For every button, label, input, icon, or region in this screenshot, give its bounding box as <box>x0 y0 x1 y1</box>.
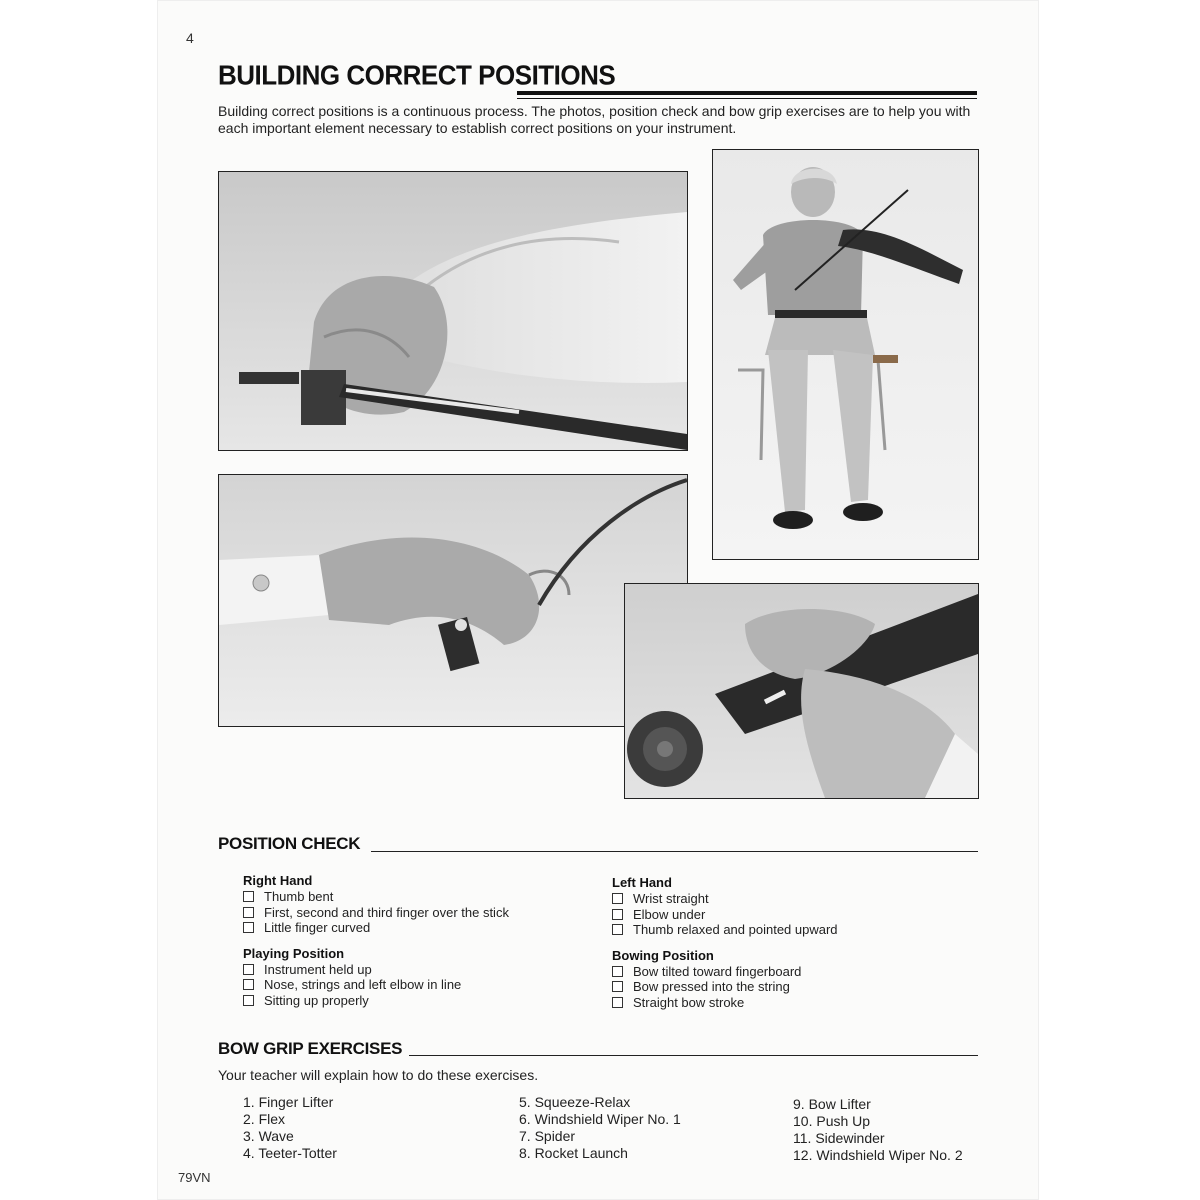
group-title: Left Hand <box>612 875 672 890</box>
exercise-item: 9. Bow Lifter <box>793 1096 871 1112</box>
page-number: 4 <box>186 30 194 46</box>
exercise-item: 11. Sidewinder <box>793 1130 885 1146</box>
exercise-item: 12. Windshield Wiper No. 2 <box>793 1147 963 1163</box>
exercise-column-3 <box>793 1096 963 1164</box>
group-title: Bowing Position <box>612 947 714 963</box>
check-group-right-hand <box>243 873 509 936</box>
position-check-rule <box>371 851 978 852</box>
check-group-bowing-position <box>612 948 838 1011</box>
checkbox[interactable] <box>243 922 254 933</box>
photo-bow-hold-side <box>218 474 688 727</box>
group-title: Right Hand <box>243 873 313 888</box>
checklist-item[interactable]: Instrument held up <box>243 962 509 978</box>
checkbox[interactable] <box>243 964 254 975</box>
checklist-item[interactable]: Straight bow stroke <box>612 995 838 1011</box>
checklist-item[interactable]: Little finger curved <box>243 920 509 936</box>
checklist-item[interactable]: Bow pressed into the string <box>612 979 838 995</box>
check-group-playing-position <box>243 946 509 1009</box>
checkbox[interactable] <box>612 924 623 935</box>
position-check-left-column <box>243 873 509 1018</box>
checkbox[interactable] <box>612 997 623 1008</box>
position-check-right-column <box>612 875 838 1020</box>
exercise-item: 2. Flex <box>243 1111 286 1127</box>
group-title: Playing Position <box>243 945 345 961</box>
intro-paragraph: Building correct positions is a continuous process. The photos, position check and bow grip exercises are to help you with each important element necessary to establish correct positions on your instrument. <box>218 103 971 136</box>
bow-grip-rule <box>409 1055 978 1056</box>
page <box>157 0 1039 1200</box>
checkbox[interactable] <box>612 909 623 920</box>
checkbox[interactable] <box>243 979 254 990</box>
title-rule-thin <box>517 98 977 99</box>
bow-grip-heading: BOW GRIP EXERCISES <box>218 1039 403 1058</box>
checkbox[interactable] <box>243 907 254 918</box>
checklist-item[interactable]: Nose, strings and left elbow in line <box>243 977 509 993</box>
exercise-item: 1. Finger Lifter <box>243 1094 334 1110</box>
checklist-item[interactable]: Thumb relaxed and pointed upward <box>612 922 838 938</box>
checklist-item[interactable]: First, second and third finger over the stick <box>243 905 509 921</box>
check-group-left-hand <box>612 875 838 938</box>
page-title: BUILDING CORRECT POSITIONS <box>218 59 616 91</box>
checklist-item[interactable]: Wrist straight <box>612 891 838 907</box>
photo-bow-hold-closeup <box>218 171 688 451</box>
checklist-item[interactable]: Thumb bent <box>243 889 509 905</box>
exercise-item: 8. Rocket Launch <box>519 1145 628 1161</box>
exercise-item: 5. Squeeze-Relax <box>519 1094 631 1110</box>
title-rule <box>517 91 977 95</box>
checklist-item[interactable]: Bow tilted toward fingerboard <box>612 964 838 980</box>
photo-boy-playing-violin <box>712 149 979 560</box>
footer-code: 79VN <box>178 1170 211 1185</box>
checkbox[interactable] <box>612 893 623 904</box>
exercise-column-2 <box>519 1094 681 1162</box>
position-check-heading: POSITION CHECK <box>218 834 361 853</box>
exercise-item: 7. Spider <box>519 1128 576 1144</box>
checklist-item[interactable]: Elbow under <box>612 907 838 923</box>
checklist-item[interactable]: Sitting up properly <box>243 993 509 1009</box>
exercise-item: 6. Windshield Wiper No. 1 <box>519 1111 681 1127</box>
checkbox[interactable] <box>612 981 623 992</box>
bow-grip-subtitle: Your teacher will explain how to do these exercises. <box>218 1067 539 1083</box>
exercise-item: 3. Wave <box>243 1128 294 1144</box>
exercise-item: 10. Push Up <box>793 1113 871 1129</box>
checkbox[interactable] <box>243 995 254 1006</box>
checkbox[interactable] <box>612 966 623 977</box>
checkbox[interactable] <box>243 891 254 902</box>
photo-left-hand-fingerboard <box>624 583 979 799</box>
exercise-item: 4. Teeter-Totter <box>243 1145 337 1161</box>
exercise-column-1 <box>243 1094 337 1162</box>
